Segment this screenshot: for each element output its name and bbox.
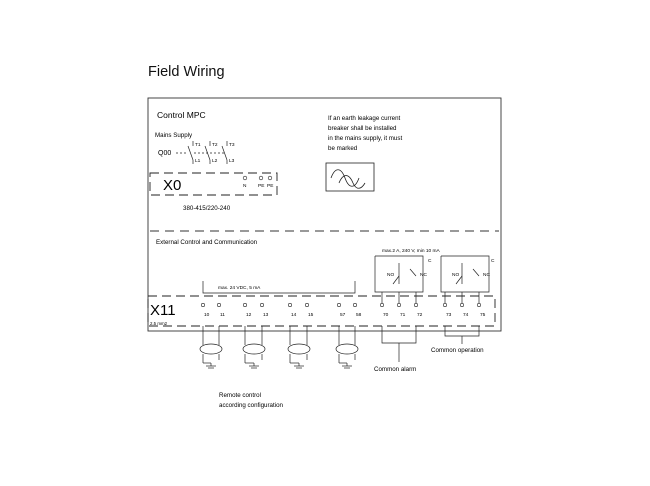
mains-supply-label: Mains Supply [155,132,193,139]
rcd-note-line-1: If an earth leakage current [328,115,401,122]
x11-terminal-block [148,296,495,326]
common-operation-bracket [445,326,479,344]
x11-terminal-circles [201,303,480,306]
remote-control-label-1: Remote control [219,392,261,399]
x11-terminal-73: 73 [446,313,452,318]
x11-terminal-72: 72 [417,313,423,318]
relay-2-c: C [491,259,495,264]
relay-1-c: C [428,259,432,264]
rcd-note-line-4: be marked [328,145,358,152]
terminal-l1: L1 [195,159,201,164]
common-alarm-label: Common alarm [374,366,417,373]
x11-wire-size: 2.5 mm2 [150,321,168,326]
external-control-label: External Control and Communication [156,239,258,246]
relay-1-nc: NC [420,273,427,278]
terminal-t3: T3 [229,143,235,148]
x11-label: X11 [150,302,176,319]
x11-terminal-71: 71 [400,313,406,318]
page-title: Field Wiring [148,64,225,80]
terminal-l2: L2 [212,159,218,164]
x11-terminal-74: 74 [463,313,469,318]
x11-terminal-10: 10 [204,313,210,318]
relay-1-no: NO [387,273,395,278]
rcd-note-line-3: in the mains supply, it must [328,135,403,142]
remote-control-label-2: according configuration [219,402,283,409]
x0-label: X0 [163,177,182,194]
x11-terminal-75: 75 [480,313,486,318]
breaker-symbol [176,141,227,164]
relay-1-contacts [375,256,423,303]
rcd-note-line-2: breaker shall be installed [328,125,397,132]
breaker-label: Q00 [158,150,172,157]
terminal-t2: T2 [212,143,218,148]
x11-terminal-13: 13 [263,313,269,318]
x0-terminal-n: N [243,184,247,189]
x0-terminal-pe1: PE [258,184,265,189]
x11-terminal-12: 12 [246,313,252,318]
x11-input-rating: max. 24 VDC, 5 mA [218,286,261,291]
x11-terminal-58: 58 [356,313,362,318]
x11-relay-rating: max.2 A, 240 V, min 10 mA [382,249,440,254]
rcd-symbol [326,163,374,191]
x11-terminal-70: 70 [383,313,389,318]
x11-terminal-14: 14 [291,313,297,318]
terminal-t1: T1 [195,143,201,148]
control-box-label: Control MPC [157,110,206,120]
x11-terminal-11: 11 [220,313,225,318]
remote-control-wiring [200,326,358,368]
relay-2-nc: NC [483,273,490,278]
terminal-l3: L3 [229,159,235,164]
x0-voltage: 380-415/220-240 [183,205,231,212]
common-operation-label: Common operation [431,347,484,354]
x0-terminal-pe2: PE [267,184,274,189]
relay-2-no: NO [452,273,460,278]
x11-terminal-15: 15 [308,313,314,318]
x11-terminal-57: 57 [340,313,346,318]
x0-terminal-circles [243,176,272,180]
